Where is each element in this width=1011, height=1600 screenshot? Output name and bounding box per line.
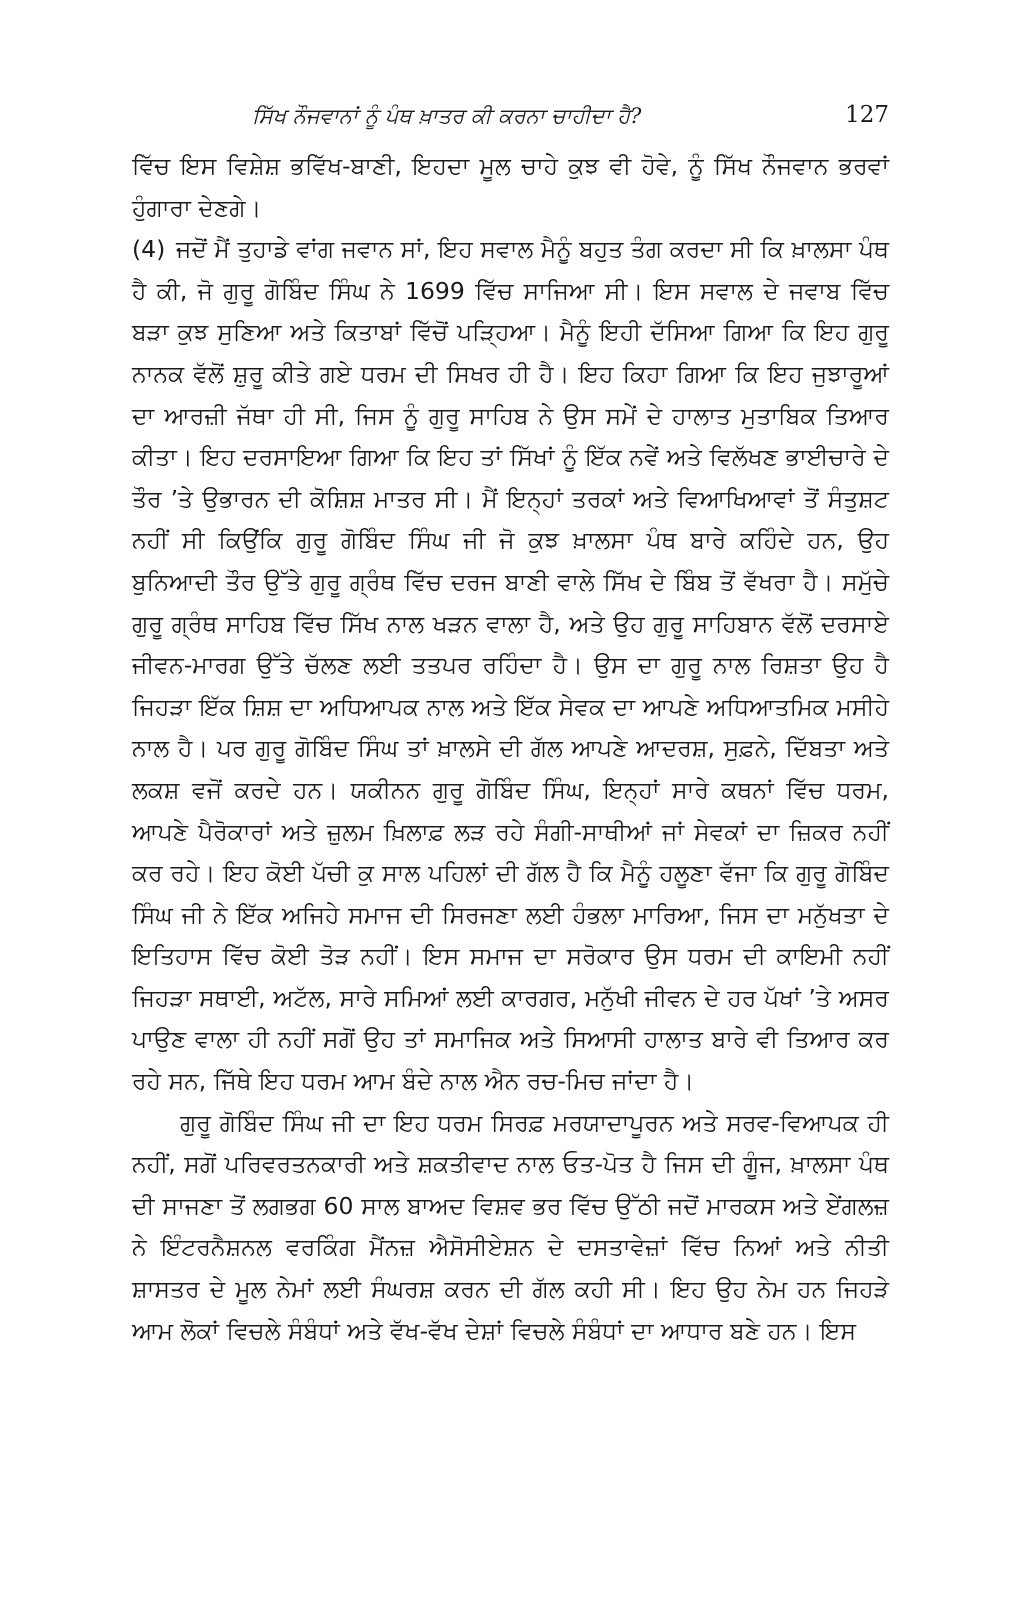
paragraph-2-text: ਜਦੋਂ ਮੈਂ ਤੁਹਾਡੇ ਵਾਂਗ ਜਵਾਨ ਸਾਂ, ਇਹ ਸਵਾਲ ਮੈਨੂੰ ਬਹੁਤ ਤੰਗ ਕਰਦਾ ਸੀ ਕਿ ਖ਼ਾਲਸਾ ਪੰਥ ਹੈ ਕੀ, ਜੋ ਗੁਰੂ ਗੋਬਿੰਦ ਸਿੰਘ ਨੇ 1699 ਵਿੱਚ ਸਾਜਿਆ ਸੀ। ਇਸ ਸਵਾਲ ਦੇ ਜਵਾਬ ਵਿੱਚ ਬੜਾ ਕੁਝ ਸੁਣਿਆ ਅਤੇ ਕਿਤਾਬਾਂ ਵਿੱਚੋਂ ਪੜ੍ਹਿਆ। ਮੈਨੂੰ ਇਹੀ ਦੱਸਿਆ ਗਿਆ ਕਿ ਇਹ ਗੁਰੂ ਨਾਨਕ ਵੱਲੋਂ ਸ਼ੁਰੂ ਕੀਤੇ ਗਏ ਧਰਮ ਦੀ ਸਿਖਰ ਹੀ ਹੈ। ਇਹ ਕਿਹਾ ਗਿਆ ਕਿ ਇਹ ਜੁਝਾਰੂਆਂ ਦਾ ਆਰਜ਼ੀ ਜੱਥਾ ਹੀ ਸੀ, ਜਿਸ ਨੂੰ ਗੁਰੂ ਸਾਹਿਬ ਨੇ ਉਸ ਸਮੇਂ ਦੇ ਹਾਲਾਤ ਮੁਤਾਬਿਕ ਤਿਆਰ ਕੀਤਾ। ਇਹ ਦਰਸਾਇਆ ਗਿਆ ਕਿ ਇਹ ਤਾਂ ਸਿੱਖਾਂ ਨੂੰ ਇੱਕ ਨਵੇਂ ਅਤੇ ਵਿਲੱਖਣ ਭਾਈਚਾਰੇ ਦੇ ਤੌਰ ’ਤੇ ਉਭਾਰਨ ਦੀ ਕੋਸ਼ਿਸ਼ ਮਾਤਰ ਸੀ। ਮੈਂ ਇਨ੍ਹਾਂ ਤਰਕਾਂ ਅਤੇ ਵਿਆਖਿਆਵਾਂ ਤੋਂ ਸੰਤੁਸ਼ਟ ਨਹੀਂ ਸੀ ਕਿਉਂਕਿ ਗੁਰੂ ਗੋਬਿੰਦ ਸਿੰਘ ਜੀ ਜੋ ਕੁਝ ਖ਼ਾਲਸਾ ਪੰਥ ਬਾਰੇ ਕਹਿੰਦੇ ਹਨ, ਉਹ ਬੁਨਿਆਦੀ ਤੌਰ ਉੱਤੇ ਗੁਰੂ ਗ੍ਰੰਥ ਵਿੱਚ ਦਰਜ ਬਾਣੀ ਵਾਲੇ ਸਿੱਖ ਦੇ ਬਿੰਬ ਤੋਂ ਵੱਖਰਾ ਹੈ। ਸਮੁੱਚੇ ਗੁਰੂ ਗ੍ਰੰਥ ਸਾਹਿਬ ਵਿੱਚ ਸਿੱਖ ਨਾਲ ਖੜਨ ਵਾਲਾ ਹੈ, ਅਤੇ ਉਹ ਗੁਰੂ ਸਾਹਿਬਾਨ ਵੱਲੋਂ ਦਰਸਾਏ ਜੀਵਨ-ਮਾਰਗ ਉੱਤੇ ਚੱਲਣ ਲਈ ਤਤਪਰ ਰਹਿੰਦਾ ਹੈ। ਉਸ ਦਾ ਗੁਰੂ ਨਾਲ ਰਿਸ਼ਤਾ ਉਹ ਹੈ ਜਿਹੜਾ ਇੱਕ ਸ਼ਿਸ਼ ਦਾ ਅਧਿਆਪਕ ਨਾਲ ਅਤੇ ਇੱਕ ਸੇਵਕ ਦਾ ਆਪਣੇ ਅਧਿਆਤਮਿਕ ਮਸੀਹੇ ਨਾਲ ਹੈ। ਪਰ ਗੁਰੂ ਗੋਬਿੰਦ ਸਿੰਘ ਤਾਂ ਖ਼ਾਲਸੇ ਦੀ ਗੱਲ ਆਪਣੇ ਆਦਰਸ਼, ਸੁਫ਼ਨੇ, ਦਿੱਬਤਾ ਅਤੇ ਲਕਸ਼ ਵਜੋਂ ਕਰਦੇ ਹਨ। ਯਕੀਨਨ ਗੁਰੂ ਗੋਬਿੰਦ ਸਿੰਘ, ਇਨ੍ਹਾਂ ਸਾਰੇ ਕਥਨਾਂ ਵਿੱਚ ਧਰਮ, ਆਪਣੇ ਪੈਰੋਕਾਰਾਂ ਅਤੇ ਜ਼ੁਲਮ ਖ਼ਿਲਾਫ਼ ਲੜ ਰਹੇ ਸੰਗੀ-ਸਾਥੀਆਂ ਜਾਂ ਸੇਵਕਾਂ ਦਾ ਜ਼ਿਕਰ ਨਹੀਂ ਕਰ ਰਹੇ। ਇਹ ਕੋਈ ਪੱਚੀ ਕੁ ਸਾਲ ਪਹਿਲਾਂ ਦੀ ਗੱਲ ਹੈ ਕਿ ਮੈਨੂੰ ਹਲੂਣਾ ਵੱਜਾ ਕਿ ਗੁਰੂ ਗੋਬਿੰਦ ਸਿੰਘ ਜੀ ਨੇ ਇੱਕ ਅਜਿਹੇ ਸਮਾਜ ਦੀ ਸਿਰਜਣਾ ਲਈ ਹੰਭਲਾ ਮਾਰਿਆ, ਜਿਸ ਦਾ ਮਨੁੱਖਤਾ ਦੇ ਇਤਿਹਾਸ ਵਿੱਚ ਕੋਈ ਤੋੜ ਨਹੀਂ। ਇਸ ਸਮਾਜ ਦਾ ਸਰੋਕਾਰ ਉਸ ਧਰਮ ਦੀ ਕਾਇਮੀ ਨਹੀਂ ਜਿਹੜਾ ਸਥਾਈ, ਅਟੱਲ, ਸਾਰੇ ਸਮਿਆਂ ਲਈ ਕਾਰਗਰ, ਮਨੁੱਖੀ ਜੀਵਨ ਦੇ ਹਰ ਪੱਖਾਂ ’ਤੇ ਅਸਰ ਪਾਉਣ ਵਾਲਾ ਹੀ ਨਹੀਂ ਸਗੋਂ ਉਹ ਤਾਂ ਸਮਾਜਿਕ ਅਤੇ ਸਿਆਸੀ ਹਾਲਾਤ ਬਾਰੇ ਵੀ ਤਿਆਰ ਕਰ ਰਹੇ ਸਨ, ਜਿੱਥੇ ਇਹ ਧਰਮ ਆਮ ਬੰਦੇ ਨਾਲ ਐਨ ਰਚ-ਮਿਚ ਜਾਂਦਾ ਹੈ। (132, 235, 889, 1096)
page-header (132, 100, 889, 146)
running-title: ਸਿੱਖ ਨੌਜਵਾਨਾਂ ਨੂੰ ਪੰਥ ਖ਼ਾਤਰ ਕੀ ਕਰਨਾ ਚਾਹੀਦਾ ਹੈ? (252, 104, 642, 128)
paragraph-2 (132, 229, 889, 1102)
page-number: 127 (845, 102, 889, 128)
paragraph-3: ਗੁਰੂ ਗੋਬਿੰਦ ਸਿੰਘ ਜੀ ਦਾ ਇਹ ਧਰਮ ਸਿਰਫ਼ ਮਰਯਾਦਾਪੂਰਨ ਅਤੇ ਸਰਵ-ਵਿਆਪਕ ਹੀ ਨਹੀਂ, ਸਗੋਂ ਪਰਿਵਰਤਨਕਾਰੀ ਅਤੇ ਸ਼ਕਤੀਵਾਦ ਨਾਲ ਓਤ-ਪੋਤ ਹੈ ਜਿਸ ਦੀ ਗੂੰਜ, ਖ਼ਾਲਸਾ ਪੰਥ ਦੀ ਸਾਜਣਾ ਤੋਂ ਲਗਭਗ 60 ਸਾਲ ਬਾਅਦ ਵਿਸ਼ਵ ਭਰ ਵਿੱਚ ਉੱਠੀ ਜਦੋਂ ਮਾਰਕਸ ਅਤੇ ਏਂਗਲਜ਼ ਨੇ ਇੰਟਰਨੈਸ਼ਨਲ ਵਰਕਿੰਗ ਮੈਂਨਜ਼ ਐਸੋਸੀਏਸ਼ਨ ਦੇ ਦਸਤਾਵੇਜ਼ਾਂ ਵਿੱਚ ਨਿਆਂ ਅਤੇ ਨੀਤੀ ਸ਼ਾਸਤਰ ਦੇ ਮੂਲ ਨੇਮਾਂ ਲਈ ਸੰਘਰਸ਼ ਕਰਨ ਦੀ ਗੱਲ ਕਹੀ ਸੀ। ਇਹ ਉਹ ਨੇਮ ਹਨ ਜਿਹੜੇ ਆਮ ਲੋਕਾਂ ਵਿਚਲੇ ਸੰਬੰਧਾਂ ਅਤੇ ਵੱਖ-ਵੱਖ ਦੇਸ਼ਾਂ ਵਿਚਲੇ ਸੰਬੰਧਾਂ ਦਾ ਆਧਾਰ ਬਣੇ ਹਨ। ਇਸ (132, 1108, 889, 1345)
paragraph-1: ਵਿੱਚ ਇਸ ਵਿਸ਼ੇਸ਼ ਭਵਿੱਖ-ਬਾਣੀ, ਇਹਦਾ ਮੂਲ ਚਾਹੇ ਕੁਝ ਵੀ ਹੋਵੇ, ਨੂੰ ਸਿੱਖ ਨੌਜਵਾਨ ਭਰਵਾਂ ਹੁੰਗਾਰਾ ਦੇਣਗੇ। (132, 152, 889, 222)
body-text (132, 146, 889, 1352)
paragraph-2-number: (4) (132, 235, 166, 264)
